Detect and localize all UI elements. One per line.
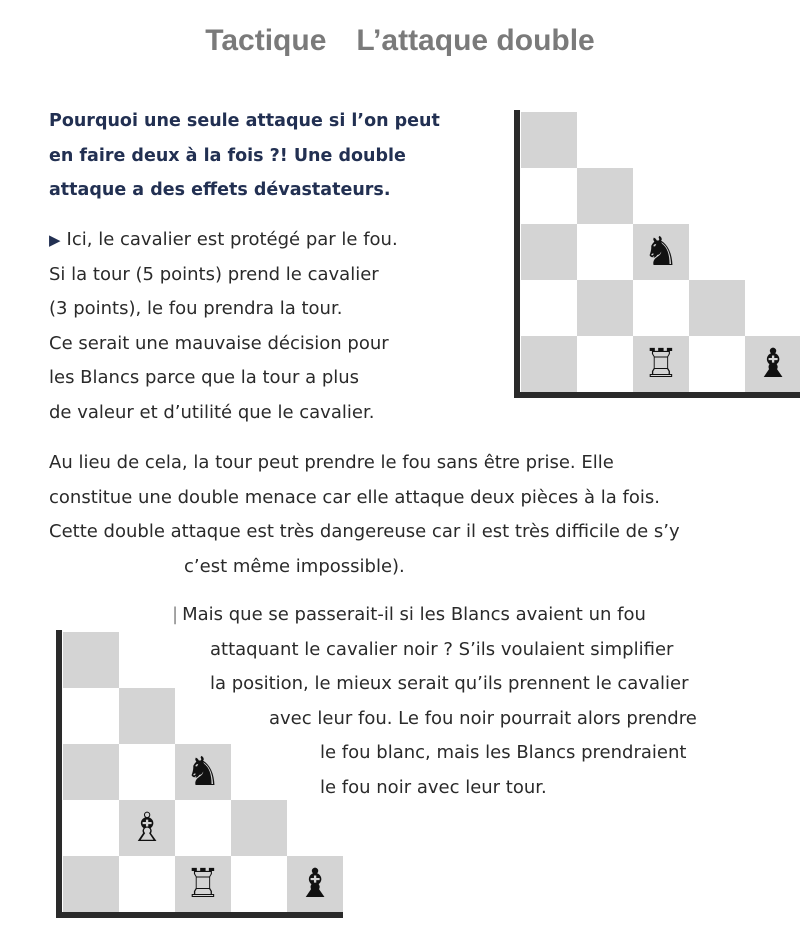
board-left-edge	[56, 630, 62, 918]
paragraph-2	[49, 446, 680, 584]
board-square	[577, 168, 633, 224]
paragraph-line: Si la tour (5 points) prend le cavalier	[49, 263, 379, 285]
paragraph-line: le fou noir avec leur tour.	[320, 776, 547, 798]
section-label: Tactique	[205, 24, 327, 57]
board-square	[63, 632, 119, 688]
white-bishop-icon: ♗	[129, 805, 165, 851]
board-square	[633, 280, 689, 336]
black-knight-icon: ♞	[643, 229, 679, 275]
board-square	[521, 224, 577, 280]
black-knight-icon: ♞	[185, 749, 221, 795]
board-square	[577, 336, 633, 392]
board-square	[689, 280, 745, 336]
paragraph-line: la position, le mieux serait qu’ils prennent le cavalier	[210, 673, 689, 694]
board-square	[521, 280, 577, 336]
board-square	[231, 856, 287, 912]
paragraph-line: Cette double attaque est très dangereuse car il est très difficile de s’y	[49, 521, 680, 542]
board-square	[119, 744, 175, 800]
paragraph-line: avec leur fou. Le fou noir pourrait alors prendre	[269, 707, 697, 729]
paragraph-line: constitue une double menace car elle attaque deux pièces à la fois.	[49, 486, 660, 508]
black-bishop-icon: ♝	[297, 861, 333, 907]
board-square	[63, 688, 119, 744]
paragraph-line: attaquant le cavalier noir ? S’ils voulaient simplifier	[210, 638, 674, 660]
intro-text	[49, 104, 440, 208]
white-rook-icon: ♖	[643, 341, 679, 387]
board-bottom-edge	[514, 392, 800, 398]
board-square	[689, 336, 745, 392]
paragraph-line: Ce serait une mauvaise décision pour	[49, 332, 389, 354]
paragraph-line: (3 points), le fou prendra la tour.	[49, 298, 343, 319]
board-square	[119, 688, 175, 744]
chess-diagram-1	[514, 110, 791, 400]
paragraph-line: Au lieu de cela, la tour peut prendre le fou sans être prise. Elle	[49, 452, 614, 473]
black-bishop-icon: ♝	[755, 341, 791, 387]
board-left-edge	[514, 110, 520, 398]
board-bottom-edge	[56, 912, 343, 918]
paragraph-line: le fou blanc, mais les Blancs prendraient	[320, 742, 687, 763]
board-square	[119, 856, 175, 912]
white-rook-icon: ♖	[185, 861, 221, 907]
board-square	[63, 744, 119, 800]
page-title	[0, 24, 800, 58]
paragraph-line: de valeur et d’utilité que le cavalier.	[49, 401, 375, 423]
paragraph-line: Ici, le cavalier est protégé par le fou.	[66, 229, 398, 250]
board-square	[175, 800, 231, 856]
board-square	[231, 800, 287, 856]
board-square	[63, 856, 119, 912]
paragraph-line: Mais que se passerait-il si les Blancs avaient un fou	[182, 604, 646, 625]
intro-line: attaque a des effets dévastateurs.	[49, 180, 391, 200]
board-square	[521, 168, 577, 224]
paragraph-1	[49, 223, 398, 430]
paragraph-line: les Blancs parce que la tour a plus	[49, 367, 360, 388]
board-square	[521, 112, 577, 168]
intro-line: Pourquoi une seule attaque si l’on peut	[49, 111, 440, 131]
board-square	[63, 800, 119, 856]
paragraph-line: c’est même impossible).	[184, 555, 405, 577]
title-text: L’attaque double	[356, 24, 595, 57]
board-square	[521, 336, 577, 392]
bullet-arrow-icon: ▶	[49, 231, 61, 249]
board-square	[577, 224, 633, 280]
intro-line: en faire deux à la fois ?! Une double	[49, 145, 406, 166]
column-marker: |	[172, 604, 179, 625]
chess-diagram-2	[56, 630, 333, 907]
board-square	[577, 280, 633, 336]
